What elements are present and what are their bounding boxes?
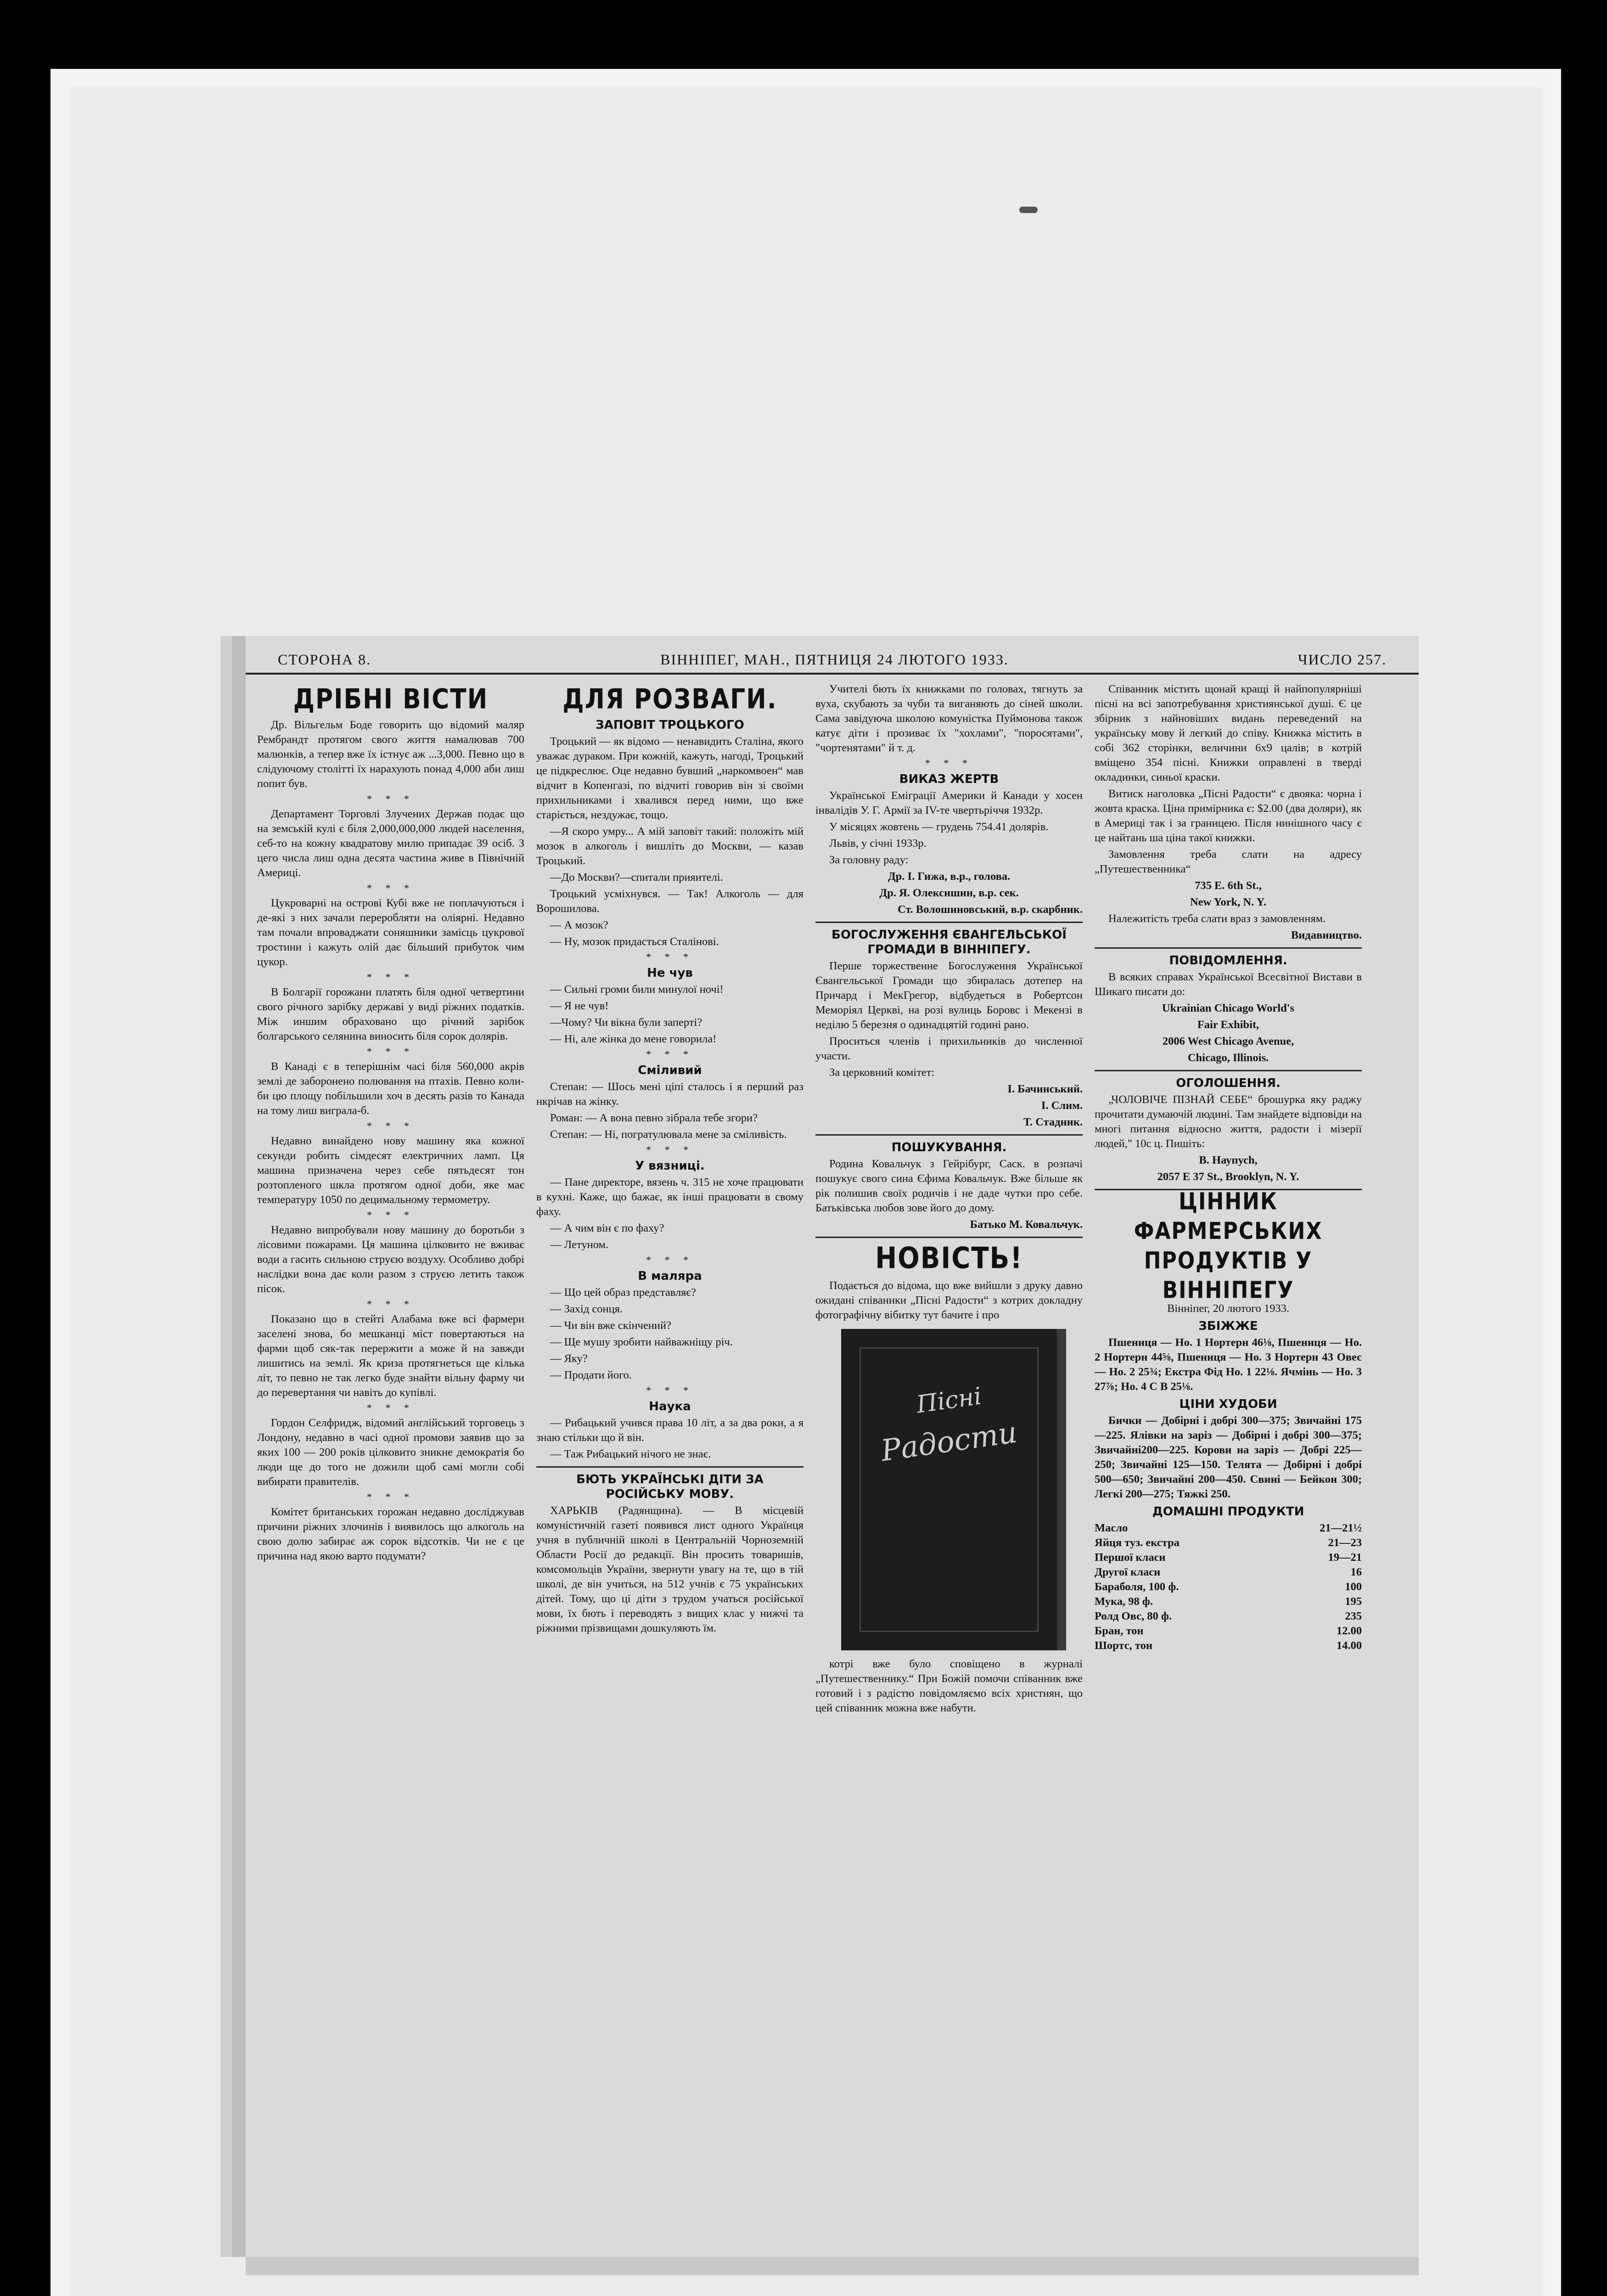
news-item: Цукроварні на острові Кубі вже не поплачуються і де-які з них зачали переробляти на оліярні. Недавно там почали впроваджати соняшники замісць цукрової тростини і кажуть олій дає більший прибуток чим цукор. <box>257 897 524 968</box>
joke-line: —Чому? Чи вікна були заперті? <box>550 1016 702 1029</box>
price-value: 235 <box>1345 1610 1362 1622</box>
donation-line: У місяцях жовтень — грудень 754.41 долярів. <box>829 821 1049 833</box>
cattle-prices: Бички — Добірні і добрі 300—375; Звичайні 175—225. Ялівки на заріз — Добірні і добрі 300—375; Звичайні200—225. Корови на заріз — Добрі 225—250; Звичайні 125—150. Телята — Добірні і добрі 500—650; Звичайні 200—450. Свині — Бейкон 300; Легкі 200—275; Тяжкі 250. <box>1095 1414 1362 1500</box>
separator-stars: * * * <box>367 1209 415 1221</box>
separator-stars: * * * <box>367 882 415 894</box>
separator-stars: * * * <box>367 971 415 983</box>
subhead-prison: У вязниці. <box>635 1159 705 1173</box>
announcement-body: В всяких справах Української Всесвітної Вистави в Шикаго писати до: <box>1095 971 1362 998</box>
price-item: Яйця туз. екстра <box>1095 1536 1180 1549</box>
service-line: Проситься членів і прихильників до численної участи. <box>815 1035 1083 1062</box>
committee-member: Т. Стадник. <box>1023 1116 1083 1128</box>
price-row <box>1095 1580 1362 1594</box>
page-header <box>246 636 1419 675</box>
joke-line: Троцький усміхнувся. — Так! Алкоголь — для Ворошилова. <box>536 888 804 915</box>
signer: Др. І. Гижа, в.р., голова. <box>888 870 1011 883</box>
joke-line: — Пане директоре, вязень ч. 315 не хоче працювати в кухні. Каже, що бажає, як інші працювати в свому фаху. <box>536 1176 804 1218</box>
joke-line: — Рибацький учився права 10 літ, а за два роки, а я знаю стільки що й він. <box>536 1417 804 1444</box>
songbook-description: Замовлення треба слати на адресу „Путешественника“ <box>1095 848 1362 875</box>
advertiser-name: В. Наупусh, <box>1199 1154 1258 1166</box>
separator-stars: * * * <box>367 1046 415 1057</box>
joke-line: Троцький — як відомо — ненавидить Сталіна, якого уважає дураком. При кожній, кажуть, нагоді, Троцький це підкреслює. Оце недавно бувший „наркомвоен“ мав відчит в Копенгазі, по відчиті говорив він зі своїми прихильниками і хвалився перед ними, що вже старіється, нездужає, тощо. <box>536 735 804 821</box>
signer: Ст. Волошиновський, в.р. скарбник. <box>897 903 1083 916</box>
separator-stars: * * * <box>646 1144 694 1155</box>
book-title-line2: Радости <box>879 1415 1019 1469</box>
chicago-address: Ukrainian Chicago World's <box>1162 1002 1295 1014</box>
separator-stars: * * * <box>646 951 694 962</box>
price-row <box>1095 1594 1362 1609</box>
separator-stars: * * * <box>646 1048 694 1060</box>
joke-line: — А мозок? <box>550 919 608 931</box>
price-value: 16 <box>1350 1566 1362 1578</box>
joke-line: — А чим він є по фаху? <box>550 1222 664 1234</box>
price-row <box>1095 1536 1362 1550</box>
donation-line: Львів, у січні 1933р. <box>829 837 927 850</box>
book-title-line1: Пісні <box>915 1382 983 1419</box>
newspaper-page <box>246 636 1419 2257</box>
page-number: СТОРОНА 8. <box>278 651 371 668</box>
price-row <box>1095 1521 1362 1536</box>
divider <box>815 1237 1083 1238</box>
price-item: Мука, 98 ф. <box>1095 1595 1153 1608</box>
joke-line: — Сильні громи били минулої ночі! <box>550 983 724 996</box>
dateline: ВІННІПЕГ, МАН., ПЯТНИЦЯ 24 ЛЮТОГО 1933. <box>660 651 1009 668</box>
address-line: New York, N. Y. <box>1190 896 1267 908</box>
separator-stars: * * * <box>367 1491 415 1503</box>
news-item: В Болгарії горожани платять біля одної четвертини свого річного зарібку державі у виді ріжних податків. Між иншим обраховано що річний зарібок болгарського селянина виносить біля сорок долярів. <box>257 986 524 1042</box>
column-entertainment <box>536 682 804 2248</box>
price-item: Другої класи <box>1095 1566 1161 1578</box>
donation-line: Української Еміграції Америки й Канади у хосен інвалідів У. Г. Армії за IV-те чвертьріччя 1932р. <box>815 789 1083 816</box>
separator-stars: * * * <box>646 1254 694 1266</box>
headline-news: НОВІСТЬ! <box>875 1241 1023 1276</box>
separator-stars: * * * <box>367 1402 415 1413</box>
price-list-date: Вінніпег, 20 лютого 1933. <box>1167 1302 1290 1315</box>
joke-line: Степан: — Ні, погратулювала мене за сміливість. <box>550 1128 787 1141</box>
joke-line: — Що цей образ представляє? <box>550 1286 696 1299</box>
signer: Др. Я. Олексишин, в.р. сек. <box>879 887 1019 899</box>
advertiser-address: 2057 E 37 St., Brooklyn, N. Y. <box>1157 1171 1299 1183</box>
price-item: Ролд Овс, 80 ф. <box>1095 1610 1172 1622</box>
news-item: Департамент Торговлі Злучених Держав подає що на земській кулі є біля 2,000,000,000 людей населення, себ-то на кожну квадратову милю припадає 39 осіб. З цего числа лиш одна десята частина живе в Північній Америці. <box>257 808 524 879</box>
subhead-ukrainian-children: БЮТЬ УКРАЇНСЬКІ ДІТИ ЗА РОСІЙСЬКУ МОВУ. <box>576 1473 764 1501</box>
joke-line: — Я не чув! <box>550 1000 609 1012</box>
news-item: В Канаді є в теперішнім часі біля 560,000 акрів землі де заборонено полювання на птахів. Певно коли-би цю площу побільшили хоч в десять разів то Канада на тому лиш виграла-б. <box>257 1060 524 1117</box>
joke-line: Степан: — Шось мені ціпі сталось і я перший раз нкрічав на жінку. <box>536 1080 804 1108</box>
joke-line: — Продати його. <box>550 1369 632 1381</box>
separator-stars: * * * <box>646 1384 694 1396</box>
price-row <box>1095 1624 1362 1638</box>
column-small-news <box>257 682 524 2248</box>
publisher-signature: Видавництво. <box>1291 929 1362 941</box>
joke-line: — Ні, але жінка до мене говорила! <box>550 1033 717 1045</box>
committee-member: І. Бачинський. <box>1007 1083 1083 1095</box>
price-row <box>1095 1550 1362 1565</box>
separator-stars: * * * <box>367 1120 415 1131</box>
subhead-brave: Сміливий <box>638 1064 702 1077</box>
joke-line: — Летуном. <box>550 1238 609 1251</box>
joke-line: — Таж Рибацький нічого не знає. <box>550 1448 711 1460</box>
chicago-address: Fair Exhibit, <box>1197 1019 1259 1031</box>
subhead-painter: В маляра <box>638 1269 702 1283</box>
headline-entertainment: ДЛЯ РОЗВАГИ. <box>562 683 777 715</box>
address-line: 735 E. 6th St., <box>1195 879 1262 892</box>
subhead-cattle: ЦІНИ ХУДОБИ <box>1179 1397 1277 1411</box>
price-row <box>1095 1565 1362 1580</box>
grain-prices: Пшениця — Но. 1 Нортерн 46⅛, Пшениця — Но. 2 Нортерн 44⅝, Пшениця — Но. 3 Нортерн 43 Овес — Но. 2 25¾; Екстра Фід Но. 1 22⅛. Ячмінь — Но. 3 27⅞; Но. 4 С В 25⅛. <box>1095 1336 1362 1393</box>
subhead-search: ПОШУКУВАННЯ. <box>891 1141 1007 1154</box>
price-value: 14.00 <box>1336 1639 1362 1652</box>
separator-stars: * * * <box>367 1298 415 1310</box>
songbook-image <box>841 1329 1057 1650</box>
search-notice: Родина Ковальчук з Гейрібург, Саск. в розпачі пошукує свого сина Єфима Ковальчук. Вже більше як рік полишив своїх родичів і не даде чутки про себе. Батьківська любов зове його до дому. <box>815 1158 1083 1214</box>
price-value: 195 <box>1345 1595 1362 1608</box>
chicago-address: Chicago, Illinois. <box>1187 1052 1269 1064</box>
subhead-grain: ЗБІЖЖЕ <box>1198 1319 1258 1333</box>
divider <box>1095 947 1362 949</box>
search-signature: Батько М. Ковальчук. <box>970 1218 1083 1231</box>
divider <box>815 1134 1083 1136</box>
price-value: 21—23 <box>1328 1536 1362 1549</box>
songbook-announcement: Подається до відома, що вже вийшли з друку давно ожидані співаннки „Пісні Радости“ з котрих докладну фотографічну вібитку тут бачите і про <box>815 1279 1083 1321</box>
service-line: За церковний комітет: <box>829 1066 935 1079</box>
price-value: 21—21½ <box>1320 1522 1362 1534</box>
price-row <box>1095 1638 1362 1653</box>
subhead-home-products: ДОМАШНІ ПРОДУКТИ <box>1152 1505 1304 1519</box>
article-body: ХАРЬКІВ (Радянщина). — В місцевій комуністичній газеті появився лист одного Українця учня в публичній школі в Центральній Чорноземній Области Росії до редакції. Він просить товаришів, комсомольців України, звернути увагу на те, що в тій школі, де він учиться, на 512 учнів є 75 українських дітей. Тому, що ці діти з трудом учаться російської мови, їх бють і переводять з вищих клас у нижчі та ріжними прізвищами дошкуляють їм. <box>536 1504 804 1634</box>
issue-number: ЧИСЛО 257. <box>1298 651 1387 668</box>
article-continuation: Учителі бють їх книжками по головах, тягнуть за вуха, скубають за чуби та виганяють до сіней школи. Сама завідуюча школою комуністка Пуймонова також катує діти і прозиває їх "хохлами", "поросятами", "чортенятами" й т. д. <box>815 683 1083 754</box>
headline-price-list: ЦІННИК ФАРМЕРСЬКИХ ПРОДУКТІВ У ВІННІПЕГУ <box>1134 1188 1323 1304</box>
joke-line: Роман: — А вона певно зібрала тебе згори? <box>550 1112 758 1124</box>
committee-member: І. Слим. <box>1041 1099 1083 1112</box>
price-value: 100 <box>1345 1581 1362 1593</box>
separator-stars: * * * <box>367 793 415 805</box>
songbook-description: Витиск наголовка „Пісні Радости“ є двояка: чорна і жовта краска. Ціна примірника є: $2.00 (два доляри), як в Америці так і за границею. Після нинішного часу є це найтань ша ціна такої книжки. <box>1095 788 1362 844</box>
joke-line: — Ще мушу зробити найважніщу річ. <box>550 1336 733 1348</box>
price-item: Бараболя, 100 ф. <box>1095 1581 1179 1593</box>
divider <box>1095 1070 1362 1071</box>
payment-note: Належитість треба слати враз з замовленням. <box>1108 912 1326 925</box>
separator-stars: * * * <box>925 757 973 769</box>
price-item: Шортс, тон <box>1095 1639 1152 1652</box>
column-notices <box>815 682 1083 2248</box>
subhead-trotsky: ЗАПОВІТ ТРОЦЬКОГО <box>596 718 744 732</box>
joke-line: — Чи він вже скінчений? <box>550 1319 671 1332</box>
price-item: Масло <box>1095 1522 1128 1534</box>
price-row <box>1095 1609 1362 1624</box>
news-item: Гордон Селфридж, відомий англійський торговець з Лондону, недавно в часі одної промови заявив що за яких 100 — 200 років цілковито зникне демократія бо люди ще до того не дожили щоб самі могли собі вибирати правителів. <box>257 1417 524 1488</box>
subhead-science: Наука <box>649 1400 691 1413</box>
joke-line: —Я скоро умру... А мій заповіт такий: положіть мій мозок в алкоголь і вишліть до Москви, — казав Троцький. <box>536 825 804 867</box>
news-item: Комітет британських горожан недавно досліджував причини ріжних злочинів і виявилось що алкоголь на свою долю забирає аж сорок відсотків. Чи не є це причина над якою варто подумати? <box>257 1506 524 1562</box>
subhead-advertisement: ОГОЛОШЕННЯ. <box>1176 1076 1281 1090</box>
news-item: Недавно випробували нову машину до боротьби з лісовими пожарами. Ця машина цілковито не вживає води а гасить сильною струєю воздуху. Особливо добрі наслідки вона дає коли разом з струєю летить також пісок. <box>257 1224 524 1295</box>
divider <box>815 922 1083 923</box>
subhead-donations: ВИКАЗ ЖЕРТВ <box>899 772 999 786</box>
service-line: Перше торжественне Богослуження Української Євангельської Громади що збиралась дотепер на Причард і МекГрегор, відбудеться в Робертсон Меморіял Церкві, на розі вулиць Боровс і Мекензі в неділю 5 березня о одинадцятій годині рано. <box>815 960 1083 1031</box>
news-item: Недавно винайдено нову машину яка кожної секунди робить сімдесят електричних ламп. Ця машина призначена через себе пятьдесят тон розтопленого шкла протягом одної доби, яке має температуру 1050 по децимальному термометру. <box>257 1135 524 1206</box>
price-item: Першої класи <box>1095 1551 1166 1564</box>
joke-line: — Ну, мозок придасться Сталінові. <box>550 935 719 948</box>
songbook-description: Співанник містить щонай кращі й найпопулярніші пісні на всі запотребування християнської душі. Є це збірник з найновіших видань переведений на українську мову й легкий до співу. Книжка містить в собі 362 сторінки, величини 6х9 цалів; в котрій вміщено 354 пісні. Книжки оправлені в тверді окладинки, синьої краски. <box>1095 683 1362 783</box>
subhead-service: БОГОСЛУЖЕННЯ ЄВАНГЕЛЬСЬКОЇ ГРОМАДИ В ВІННІПЕГУ. <box>832 928 1067 957</box>
film-mark <box>1019 207 1038 213</box>
subhead-did-not-hear: Не чув <box>647 966 693 980</box>
joke-line: — Захід сонця. <box>550 1303 623 1315</box>
price-item: Бран, тон <box>1095 1625 1144 1637</box>
news-item: Показано що в стейті Алабама вже всі фармери заселені знова, бо мешканці міст повертаються на фарми щоб сяк-так перержити а може й на завжди лишитись на землі. Як криза протягнеться ще кілька літ, то певно не так легко буде знайти вільну фарму чи до перевертання чи навіть до купівлі. <box>257 1313 524 1399</box>
subhead-announcement: ПОВІДОМЛЕННЯ. <box>1169 954 1287 968</box>
joke-line: — Яку? <box>550 1352 588 1365</box>
news-item: Др. Вільгельм Боде говорить що відомий маляр Рембрандт протягом свого життя намалював 700 малюнків, а тепер вже їх істнує аж ...3,000. Певно що в слідуючому столітті їх нарахують понад 4,000 аби лиш попит був. <box>257 719 524 790</box>
divider <box>536 1466 804 1468</box>
headline-small-news: ДРІБНІ ВІСТИ <box>293 683 489 715</box>
price-value: 19—21 <box>1328 1551 1362 1564</box>
donation-line: За головну раду: <box>829 854 909 866</box>
price-value: 12.00 <box>1336 1625 1362 1637</box>
chicago-address: 2006 West Chicago Avenue, <box>1162 1035 1294 1047</box>
advertisement-body: „ЧОЛОВІЧЕ ПІЗНАЙ СЕБЕ“ брошурка яку раджу прочитати думаючій людині. Там знайдете відповіди на многі питання відносно життя, радости і мізерії людей," 10c ц. Пишіть: <box>1095 1093 1362 1150</box>
column-ads-prices <box>1095 682 1362 2248</box>
songbook-announcement-cont: котрі вже було сповіщено в журналі „Путешественнику.“ При Божій помочи співанник вже готовий і з радістю повідомляємо всіх християн, що цей співанник можна вже набути. <box>815 1658 1083 1714</box>
joke-line: —До Москви?—спитали прияителі. <box>550 871 723 884</box>
